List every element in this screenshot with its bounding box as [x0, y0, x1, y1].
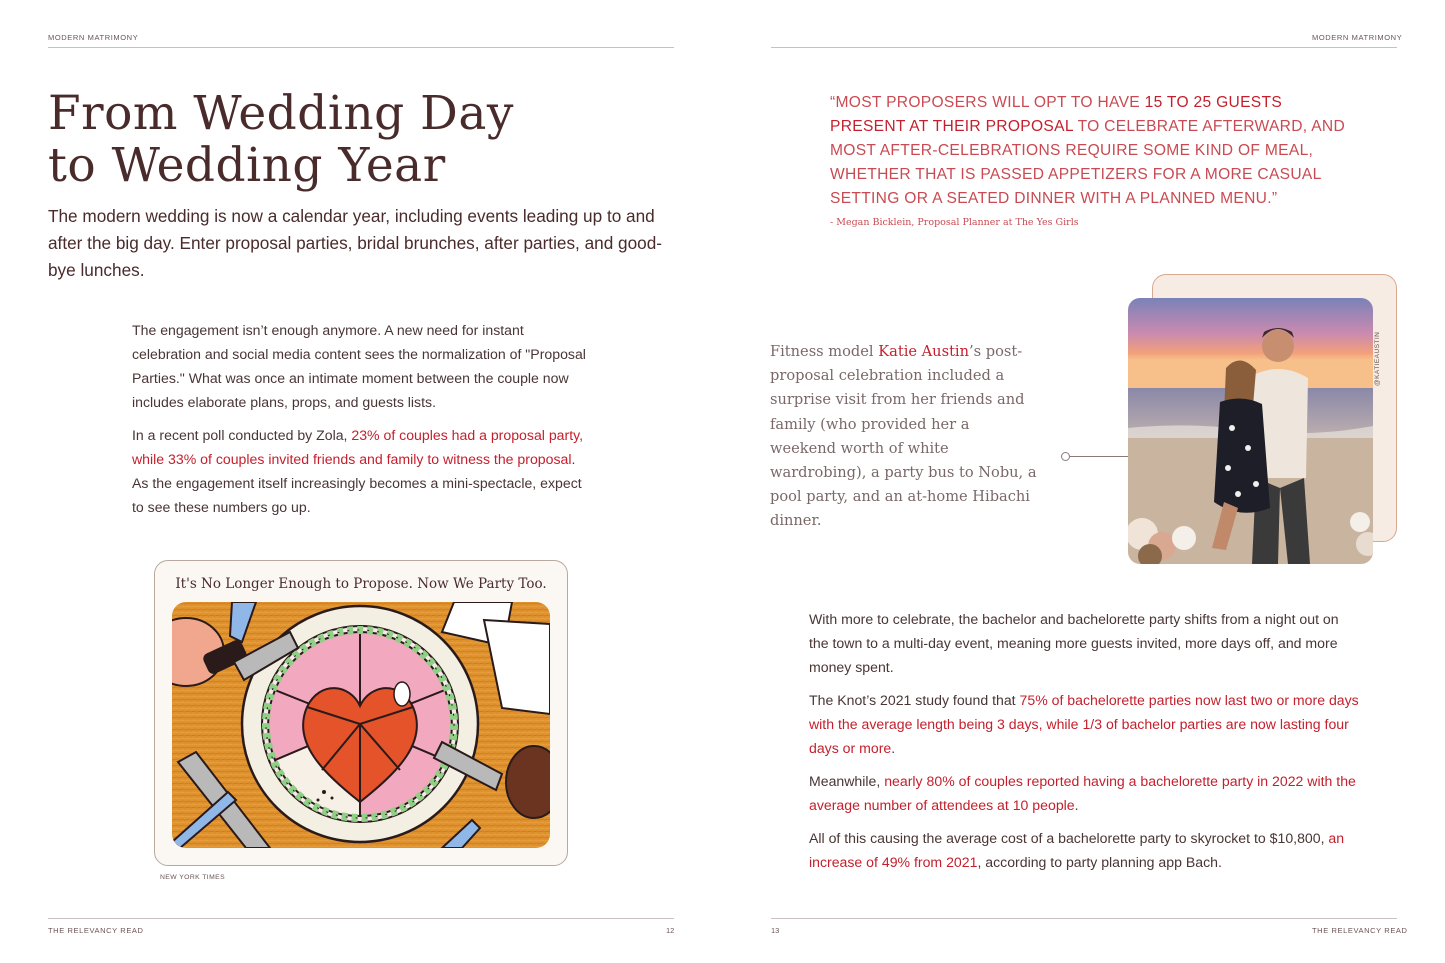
- caption-name: Katie Austin: [878, 343, 970, 360]
- couple-photo: [1128, 298, 1373, 564]
- page-number-right: 13: [771, 926, 780, 935]
- text-run: The Knot’s 2021 study found that: [809, 692, 1020, 708]
- text-run: Fitness model: [770, 343, 879, 360]
- left-body-text: [132, 318, 592, 528]
- highlight-stat: 75% of bachelorette parties now last two or more days with the average length being 3 days, while 1/3 of bachelor parties are now lasting four days or more: [809, 692, 1359, 756]
- text-run: .: [1074, 797, 1079, 813]
- image-credit: NEW YORK TIMES: [160, 874, 226, 881]
- text-run: In a recent poll conducted by Zola,: [132, 427, 352, 443]
- running-head-right: MODERN MATRIMONY: [1312, 33, 1403, 42]
- footer-rule-right: [771, 918, 1397, 919]
- text-run: TO CELEBRATE AFTERWARD, AND MOST AFTER-CELEBRATIONS REQUIRE SOME KIND OF MEAL, WHETHER THAT IS PASSED APPETIZERS FOR A MORE CASUAL SETTING OR A SEATED DINNER WITH A PLANNED MENU.”: [830, 118, 1346, 207]
- header-rule-right: [771, 47, 1397, 48]
- running-head-left: MODERN MATRIMONY: [48, 33, 139, 42]
- quote-highlight: 15 TO 25 GUESTS PRESENT AT THEIR PROPOSAL: [830, 94, 1283, 135]
- right-paragraph-4: [809, 826, 1359, 874]
- card-title: It's No Longer Enough to Propose. Now We Party Too.: [175, 576, 547, 592]
- title-line-1: From Wedding Day: [48, 86, 514, 141]
- couple-photo-svg: [1128, 298, 1373, 564]
- text-run: , according to party planning app Bach.: [977, 854, 1222, 870]
- highlight-stat: 23% of couples had a proposal party, while 33% of couples invited friends and family to witness the proposal: [132, 427, 584, 467]
- text-run: All of this causing the average cost of a bachelorette party to skyrocket to $10,800,: [809, 830, 1329, 846]
- title-line-2: to Wedding Year: [48, 138, 446, 193]
- cake-illustration-svg: [172, 602, 550, 848]
- footer-publication-left: THE RELEVANCY READ: [48, 926, 144, 935]
- right-paragraph-3: [809, 769, 1359, 817]
- caption-connector-line: [1070, 456, 1130, 457]
- highlight-stat: an increase of 49% from 2021: [809, 830, 1345, 870]
- right-paragraph-2: [809, 688, 1359, 760]
- party-cake-illustration: [172, 602, 550, 848]
- page-title: [48, 88, 688, 192]
- left-paragraph-1: The engagement isn’t enough anymore. A new need for instant celebration and social media content sees the normalization of "Proposal Parties." What was once an intimate moment between the couple now includes elaborate plans, props, and guests lists.: [132, 322, 586, 410]
- text-run: Meanwhile,: [809, 773, 885, 789]
- page-number-left: 12: [666, 926, 675, 935]
- footer-publication-right: THE RELEVANCY READ: [1312, 926, 1408, 935]
- footer-rule-left: [48, 918, 674, 919]
- left-paragraph-2: [132, 423, 592, 519]
- text-run: ’s post-proposal celebration included a surprise visit from her friends and family (who provided her a weekend worth of white wardrobing), a party bus to Nobu, a pool party, and an at-home Hibachi dinner.: [770, 343, 1037, 530]
- quote-attribution: - Megan Bicklein, Proposal Planner at The Yes Girls: [830, 217, 1079, 228]
- photo-caption: [770, 340, 1040, 534]
- lede-paragraph: The modern wedding is now a calendar year, including events leading up to and after the big day. Enter proposal parties, bridal brunches, after parties, and good-bye lunches.: [48, 206, 663, 280]
- pull-quote: [830, 91, 1360, 211]
- header-rule-left: [48, 47, 674, 48]
- text-run: . As the engagement itself increasingly becomes a mini-spectacle, expect to see these numbers go up.: [132, 451, 582, 515]
- caption-connector-dot: [1061, 452, 1070, 461]
- right-body-text: [809, 607, 1359, 883]
- right-paragraph-1: With more to celebrate, the bachelor and bachelorette party shifts from a night out on the town to a multi-day event, meaning more guests invited, more days off, and more money spent.: [809, 611, 1339, 675]
- photo-handle: @KATIEAUSTIN: [1374, 331, 1381, 386]
- text-run: “MOST PROPOSERS WILL OPT TO HAVE: [830, 94, 1145, 111]
- highlight-stat: nearly 80% of couples reported having a bachelorette party in 2022 with the average number of attendees at 10 people: [809, 773, 1356, 813]
- text-run: .: [891, 740, 896, 756]
